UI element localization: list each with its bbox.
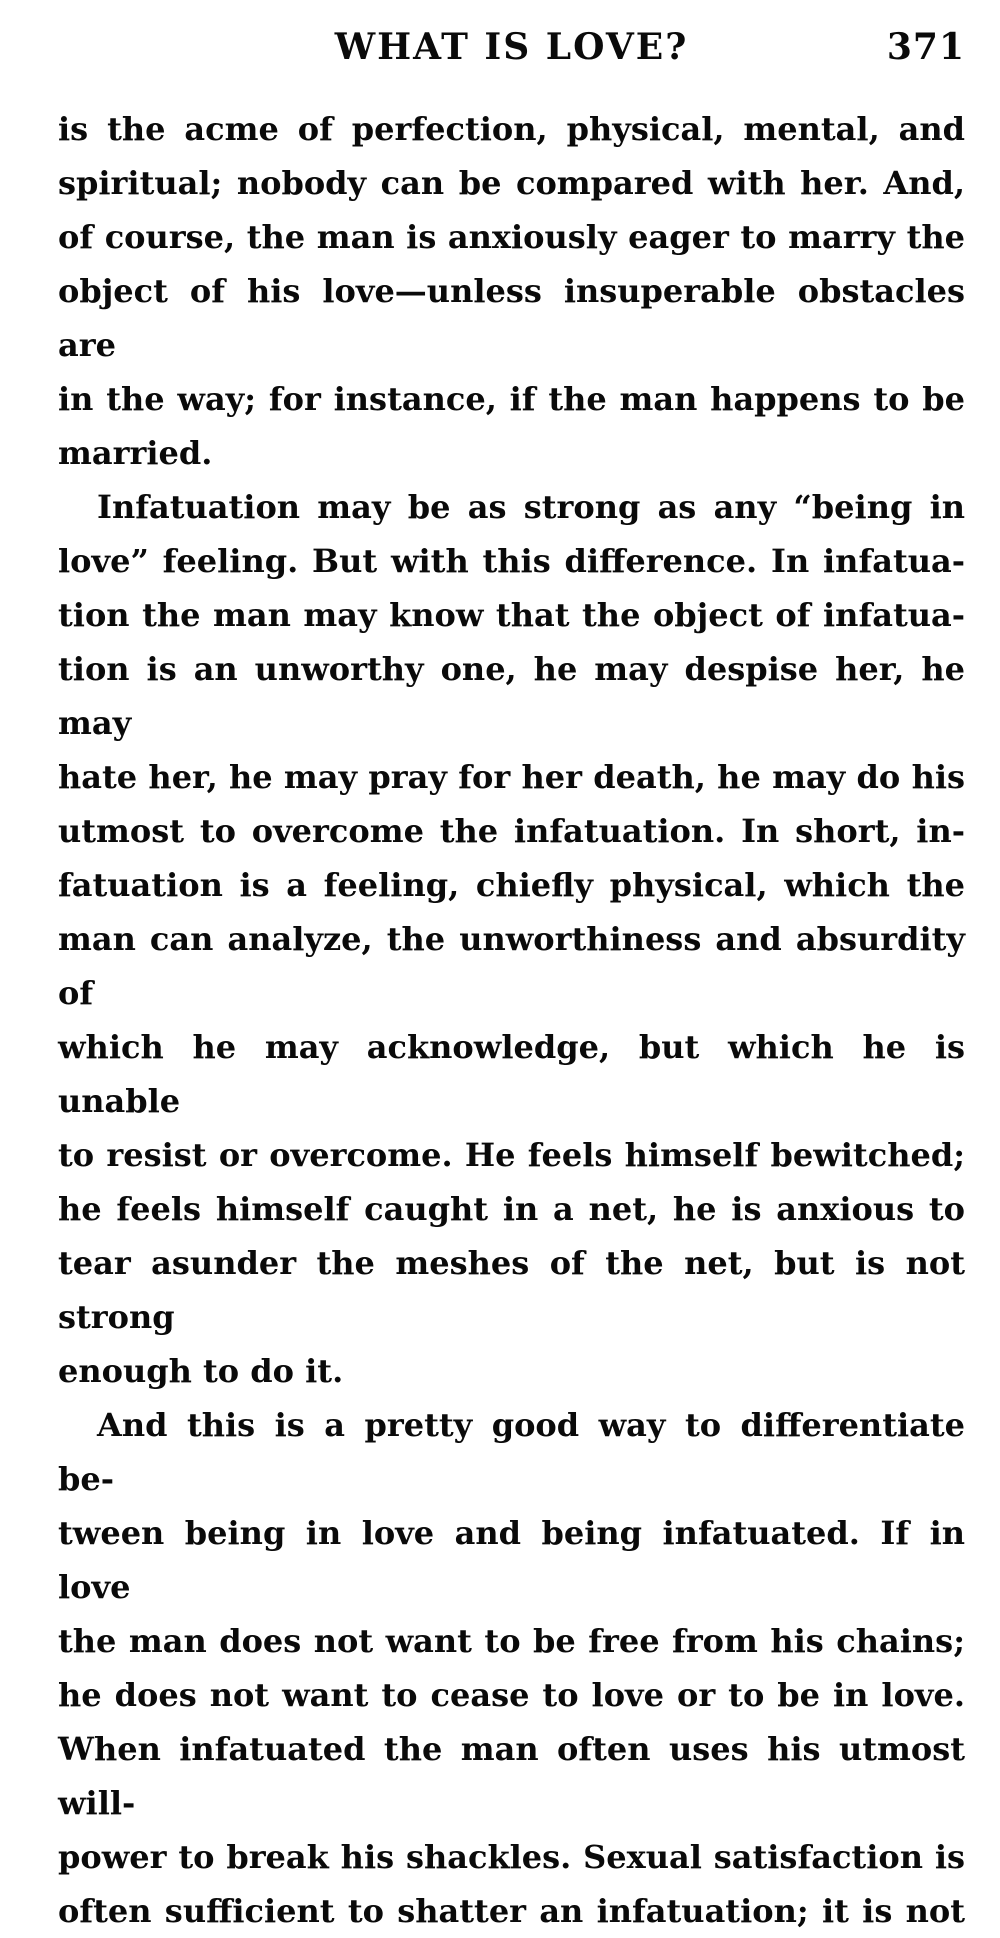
text-line: is the acme of perfection, physical, mental, and <box>58 110 965 148</box>
text-line: of course, the man is anxiously eager to marry the <box>58 218 965 256</box>
text-line: often sufficient to shatter an infatuation; it is not <box>58 1892 965 1930</box>
text-line: spiritual; nobody can be compared with her. And, <box>58 164 965 202</box>
text-line: power to break his shackles. Sexual satisfaction is <box>58 1838 965 1876</box>
text-line: man can analyze, the unworthiness and absurdity of <box>58 920 965 1012</box>
text-line: tion is an unworthy one, he may despise her, he may <box>58 650 965 742</box>
text-line: married. <box>58 434 213 472</box>
text-line: he feels himself caught in a net, he is anxious to <box>58 1190 965 1228</box>
text-line: utmost to overcome the infatuation. In short, in- <box>58 812 965 850</box>
paragraph <box>58 480 965 1398</box>
text-line: tween being in love and being infatuated. If in love <box>58 1514 965 1606</box>
text-line: the man does not want to be free from his chains; <box>58 1622 965 1660</box>
text-line: in the way; for instance, if the man happens to be <box>58 380 965 418</box>
text-line: When infatuated the man often uses his utmost will- <box>58 1730 965 1822</box>
running-header <box>58 26 965 76</box>
text-line: love” feeling. But with this difference. In infatua- <box>58 542 965 580</box>
text-line: hate her, he may pray for her death, he may do his <box>58 758 965 796</box>
text-line: tion the man may know that the object of infatua- <box>58 596 965 634</box>
text-line: tear asunder the meshes of the net, but is not strong <box>58 1244 965 1336</box>
text-line: enough to do it. <box>58 1352 344 1390</box>
body-text <box>58 102 965 1938</box>
paragraph <box>58 1398 965 1938</box>
text-line: object of his love—unless insuperable obstacles are <box>58 272 965 364</box>
page-number: 371 <box>886 26 965 68</box>
text-line: fatuation is a feeling, chiefly physical, which the <box>58 866 965 904</box>
text-line: he does not want to cease to love or to be in love. <box>58 1676 965 1714</box>
paragraph <box>58 102 965 480</box>
text-line: which he may acknowledge, but which he is unable <box>58 1028 965 1120</box>
text-line: Infatuation may be as strong as any “being in <box>97 488 965 526</box>
text-line: to resist or overcome. He feels himself bewitched; <box>58 1136 965 1174</box>
chapter-title: WHAT IS LOVE? <box>334 26 689 68</box>
text-line: And this is a pretty good way to differentiate be- <box>58 1406 965 1498</box>
